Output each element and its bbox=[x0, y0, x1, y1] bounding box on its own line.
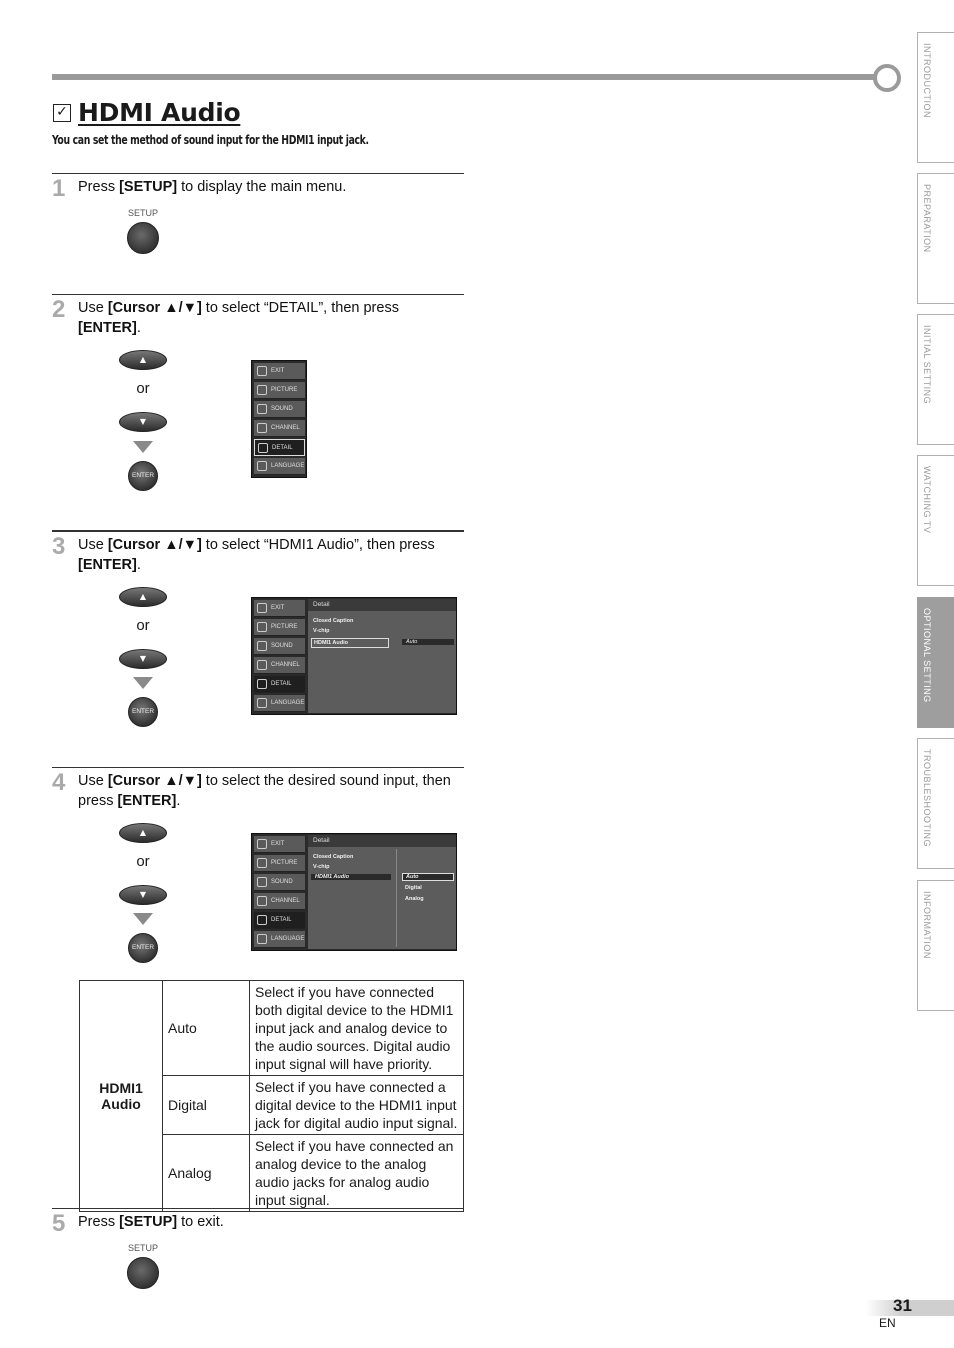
side-tab-preparation[interactable]: PREPARATION bbox=[917, 173, 954, 304]
menu-item-language: LANGUAGE bbox=[254, 695, 305, 712]
detail-panel bbox=[308, 835, 456, 949]
cursor-down-button-icon: ▼ bbox=[119, 649, 167, 669]
hdmi-audio-options-table bbox=[79, 980, 464, 1212]
channel-icon bbox=[257, 660, 267, 670]
page-subtitle: You can set the method of sound input for the HDMI1 input jack. bbox=[52, 133, 369, 147]
table-option: Analog bbox=[163, 1135, 250, 1212]
enter-button-icon: ENTER bbox=[128, 697, 158, 727]
menu-item-picture: PICTURE bbox=[254, 382, 305, 399]
side-tab-watching-tv[interactable]: WATCHING TV bbox=[917, 455, 954, 586]
language-icon bbox=[257, 461, 267, 471]
side-tab-initial-setting[interactable]: INITIAL SETTING bbox=[917, 314, 954, 445]
panel-row-hdmi1-audio: HDMI1 Audio bbox=[311, 638, 389, 648]
menu-item-sound: SOUND bbox=[254, 874, 305, 891]
menu-item-sound: SOUND bbox=[254, 638, 305, 655]
menu-item-exit: EXIT bbox=[254, 363, 305, 380]
step-number: 5 bbox=[52, 1210, 66, 1237]
arrow-down-icon bbox=[133, 441, 153, 453]
detail-panel-title: Detail bbox=[308, 835, 456, 847]
option-digital: Digital bbox=[405, 885, 422, 891]
sound-icon bbox=[257, 877, 267, 887]
or-label: or bbox=[136, 617, 150, 634]
setup-button-icon bbox=[127, 1257, 159, 1289]
sound-icon bbox=[257, 641, 267, 651]
exit-icon bbox=[257, 839, 267, 849]
step-number: 1 bbox=[52, 175, 66, 202]
panel-row-closed-caption: Closed Caption bbox=[313, 618, 354, 624]
menu-item-channel: CHANNEL bbox=[254, 657, 305, 674]
picture-icon bbox=[257, 858, 267, 868]
detail-panel bbox=[308, 599, 456, 713]
table-option: Auto bbox=[163, 981, 250, 1076]
detail-icon bbox=[257, 915, 267, 925]
menu-item-channel: CHANNEL bbox=[254, 893, 305, 910]
step-number: 3 bbox=[52, 533, 66, 560]
panel-row-vchip: V-chip bbox=[313, 628, 330, 634]
exit-icon bbox=[257, 366, 267, 376]
cursor-up-button-icon: ▲ bbox=[119, 823, 167, 843]
cursor-down-button-icon: ▼ bbox=[119, 412, 167, 432]
table-description: Select if you have connected both digital device to the HDMI1 input jack and analog device to the audio sources. Digital audio input signal will have priority. bbox=[250, 981, 464, 1076]
cursor-down-button-icon: ▼ bbox=[119, 885, 167, 905]
table-description: Select if you have connected a digital device to the HDMI1 input jack for digital audio input signal. bbox=[250, 1076, 464, 1135]
step-divider bbox=[52, 1208, 464, 1209]
table-row bbox=[80, 981, 464, 1076]
option-auto: Auto bbox=[402, 873, 454, 881]
detail-icon bbox=[258, 443, 268, 453]
detail-icon bbox=[257, 679, 267, 689]
sound-icon bbox=[257, 404, 267, 414]
step-divider bbox=[52, 767, 464, 768]
or-label: or bbox=[136, 380, 150, 397]
step-instruction: Use [Cursor ▲/▼] to select the desired sound input, then press [ENTER]. bbox=[78, 773, 451, 809]
tv-hdmi-audio-menu bbox=[251, 833, 457, 951]
picture-icon bbox=[257, 385, 267, 395]
page-number: 31 bbox=[893, 1296, 912, 1315]
page-language: EN bbox=[879, 1316, 896, 1330]
or-label: or bbox=[136, 853, 150, 870]
channel-icon bbox=[257, 423, 267, 433]
exit-icon bbox=[257, 603, 267, 613]
step-divider bbox=[52, 294, 464, 295]
cursor-up-button-icon: ▲ bbox=[119, 587, 167, 607]
header-rule bbox=[52, 74, 882, 80]
side-tab-optional-setting[interactable]: OPTIONAL SETTING bbox=[917, 597, 954, 728]
side-tab-troubleshooting[interactable]: TROUBLESHOOTING bbox=[917, 738, 954, 869]
arrow-down-icon bbox=[133, 677, 153, 689]
arrow-down-icon bbox=[133, 913, 153, 925]
step-instruction: Use [Cursor ▲/▼] to select “DETAIL”, then press [ENTER]. bbox=[78, 300, 399, 336]
panel-divider bbox=[396, 849, 397, 947]
menu-item-picture: PICTURE bbox=[254, 619, 305, 636]
step-divider bbox=[52, 530, 464, 532]
language-icon bbox=[257, 698, 267, 708]
menu-item-channel: CHANNEL bbox=[254, 420, 305, 437]
side-tab-introduction[interactable]: INTRODUCTION bbox=[917, 32, 954, 163]
menu-item-detail: DETAIL bbox=[254, 912, 305, 929]
tv-detail-menu bbox=[251, 597, 457, 715]
menu-item-exit: EXIT bbox=[254, 836, 305, 853]
panel-row-closed-caption: Closed Caption bbox=[313, 854, 354, 860]
page-title: HDMI Audio bbox=[78, 98, 241, 127]
table-row-header: HDMI1 Audio bbox=[80, 981, 163, 1212]
table-description: Select if you have connected an analog device to the analog audio jacks for analog audio input signal. bbox=[250, 1135, 464, 1212]
panel-row-hdmi1-audio: HDMI1 Audio bbox=[311, 874, 391, 880]
picture-icon bbox=[257, 622, 267, 632]
setup-button-icon bbox=[127, 222, 159, 254]
menu-item-picture: PICTURE bbox=[254, 855, 305, 872]
step-divider bbox=[52, 173, 464, 174]
checkbox-icon: ✓ bbox=[53, 104, 71, 122]
tv-main-menu bbox=[251, 360, 307, 478]
detail-panel-title: Detail bbox=[308, 599, 456, 611]
setup-button-label: SETUP bbox=[127, 1243, 158, 1253]
setup-button-label: SETUP bbox=[127, 208, 158, 218]
step-number: 4 bbox=[52, 769, 66, 796]
hdmi1-audio-value: Auto bbox=[402, 639, 454, 645]
table-option: Digital bbox=[163, 1076, 250, 1135]
enter-button-icon: ENTER bbox=[128, 933, 158, 963]
step-instruction: Press [SETUP] to exit. bbox=[78, 1214, 224, 1230]
menu-item-detail: DETAIL bbox=[254, 439, 305, 456]
cursor-up-button-icon: ▲ bbox=[119, 350, 167, 370]
channel-icon bbox=[257, 896, 267, 906]
panel-row-vchip: V-chip bbox=[313, 864, 330, 870]
menu-item-language: LANGUAGE bbox=[254, 931, 305, 948]
step-number: 2 bbox=[52, 296, 66, 323]
menu-item-exit: EXIT bbox=[254, 600, 305, 617]
step-instruction: Press [SETUP] to display the main menu. bbox=[78, 179, 347, 195]
step-instruction: Use [Cursor ▲/▼] to select “HDMI1 Audio”, then press [ENTER]. bbox=[78, 537, 435, 573]
language-icon bbox=[257, 934, 267, 944]
enter-button-icon: ENTER bbox=[128, 461, 158, 491]
option-analog: Analog bbox=[405, 896, 424, 902]
menu-item-detail: DETAIL bbox=[254, 676, 305, 693]
menu-item-language: LANGUAGE bbox=[254, 458, 305, 475]
side-tab-information[interactable]: INFORMATION bbox=[917, 880, 954, 1011]
header-ring-ornament bbox=[873, 64, 901, 92]
menu-item-sound: SOUND bbox=[254, 401, 305, 418]
